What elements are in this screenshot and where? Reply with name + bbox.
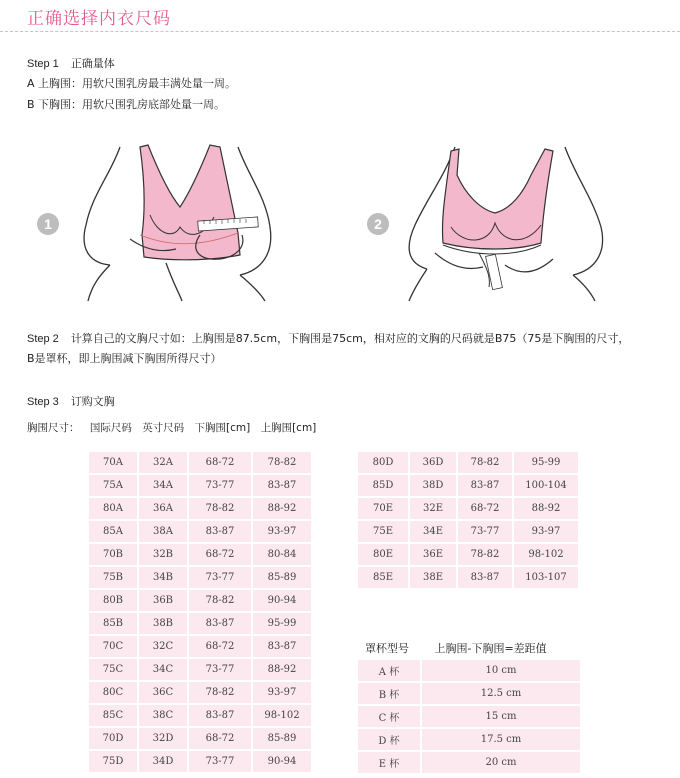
table-cell: 83-87	[189, 705, 253, 728]
table-cell: 80-84	[253, 544, 313, 567]
table-cell: 12.5 cm	[422, 683, 582, 706]
table-row	[89, 521, 313, 544]
table-row	[89, 613, 313, 636]
table-cell: 80C	[89, 682, 139, 705]
table-row	[89, 544, 313, 567]
size-header-col: 国际尺码	[89, 422, 132, 434]
table-cell: 36E	[410, 544, 458, 567]
table-cell: 78-82	[458, 544, 514, 567]
table-cell: 93-97	[514, 521, 580, 544]
table-cell: D 杯	[358, 729, 422, 752]
table-row	[358, 706, 582, 729]
table-cell: 95-99	[514, 452, 580, 475]
table-row	[358, 752, 582, 775]
table-cell: 85D	[358, 475, 410, 498]
table-cell: 36B	[139, 590, 189, 613]
table-cell: 75C	[89, 659, 139, 682]
table-cell: 70B	[89, 544, 139, 567]
size-table-right	[358, 452, 580, 590]
table-cell: 78-82	[253, 452, 313, 475]
table-cell: 73-77	[458, 521, 514, 544]
table-cell: 88-92	[253, 659, 313, 682]
step1-heading	[27, 55, 115, 71]
title-divider	[0, 31, 680, 32]
step3-text: 订购文胸	[70, 395, 115, 408]
table-cell: 83-87	[189, 521, 253, 544]
step1-text: 正确量体	[70, 57, 115, 70]
table-cell: 75E	[358, 521, 410, 544]
table-cell: 83-87	[458, 567, 514, 590]
table-cell: 85-89	[253, 567, 313, 590]
table-cell: 38C	[139, 705, 189, 728]
table-cell: 85E	[358, 567, 410, 590]
step1-line-a: A 上胸围：用软尺围乳房最丰满处量一周。	[27, 77, 237, 90]
table-cell: 80E	[358, 544, 410, 567]
table-cell: 80A	[89, 498, 139, 521]
table-row	[358, 683, 582, 706]
table-cell: 73-77	[189, 475, 253, 498]
table-cell: 73-77	[189, 567, 253, 590]
table-cell: 83-87	[458, 475, 514, 498]
table-cell: 88-92	[514, 498, 580, 521]
table-cell: 70E	[358, 498, 410, 521]
table-cell: 90-94	[253, 590, 313, 613]
table-cell: 36D	[410, 452, 458, 475]
step-badge-1: 1	[37, 213, 59, 235]
step2-line-2: B是罩杯，即上胸围减下胸围所得尺寸）	[27, 352, 222, 365]
measure-lower-bust-illustration	[395, 135, 625, 305]
table-cell: 78-82	[189, 498, 253, 521]
table-cell: 78-82	[189, 590, 253, 613]
table-cell: 80B	[89, 590, 139, 613]
table-cell: 68-72	[189, 452, 253, 475]
table-cell: 34C	[139, 659, 189, 682]
table-row	[358, 498, 580, 521]
table-cell: 75A	[89, 475, 139, 498]
table-cell: 88-92	[253, 498, 313, 521]
table-cell: 95-99	[253, 613, 313, 636]
table-cell: 85-89	[253, 728, 313, 751]
measure-upper-bust-illustration	[70, 135, 300, 305]
cup-header-type: 罩杯型号	[365, 642, 409, 655]
size-header-lead: 胸围尺寸：	[27, 422, 80, 434]
table-cell: 73-77	[189, 751, 253, 774]
page-title: 正确选择内衣尺码	[27, 9, 171, 29]
step1-line-b: B 下胸围：用软尺围乳房底部处量一周。	[27, 98, 226, 111]
table-row	[358, 521, 580, 544]
table-cell: 75B	[89, 567, 139, 590]
table-cell: 98-102	[253, 705, 313, 728]
table-cell: 34B	[139, 567, 189, 590]
table-cell: 85C	[89, 705, 139, 728]
table-cell: 78-82	[458, 452, 514, 475]
table-cell: 100-104	[514, 475, 580, 498]
table-cell: 78-82	[189, 682, 253, 705]
table-cell: 15 cm	[422, 706, 582, 729]
table-row	[358, 544, 580, 567]
table-cell: 85B	[89, 613, 139, 636]
table-row	[89, 590, 313, 613]
table-cell: 32C	[139, 636, 189, 659]
step2-line-1: 计算自己的文胸尺寸如：上胸围是87.5cm，下胸围是75cm，相对应的文胸的尺码就是B75（75是下胸围的尺寸，	[70, 332, 630, 345]
table-row	[89, 751, 313, 774]
table-cell: 34E	[410, 521, 458, 544]
table-row	[358, 729, 582, 752]
step1-label: Step 1	[27, 58, 59, 70]
table-cell: 36C	[139, 682, 189, 705]
step3-label: Step 3	[27, 396, 59, 408]
size-table-left	[89, 452, 313, 774]
table-cell: 32E	[410, 498, 458, 521]
table-cell: 85A	[89, 521, 139, 544]
table-cell: 83-87	[189, 613, 253, 636]
table-cell: E 杯	[358, 752, 422, 775]
table-cell: C 杯	[358, 706, 422, 729]
table-row	[358, 475, 580, 498]
table-row	[89, 475, 313, 498]
size-header-col: 上胸围[cm]	[260, 422, 317, 434]
table-cell: 68-72	[189, 728, 253, 751]
table-cell: 73-77	[189, 659, 253, 682]
table-row	[89, 636, 313, 659]
step2-heading	[27, 330, 629, 346]
table-row	[358, 452, 580, 475]
table-cell: 83-87	[253, 636, 313, 659]
table-cell: 17.5 cm	[422, 729, 582, 752]
table-cell: 83-87	[253, 475, 313, 498]
table-cell: 68-72	[189, 544, 253, 567]
table-cell: 68-72	[458, 498, 514, 521]
table-cell: 32D	[139, 728, 189, 751]
size-table-header	[27, 420, 323, 435]
table-cell: 20 cm	[422, 752, 582, 775]
table-row	[89, 567, 313, 590]
table-row	[89, 728, 313, 751]
table-cell: 80D	[358, 452, 410, 475]
table-cell: 38E	[410, 567, 458, 590]
table-row	[358, 660, 582, 683]
table-cell: B 杯	[358, 683, 422, 706]
cup-size-table	[358, 660, 582, 775]
table-cell: 75D	[89, 751, 139, 774]
table-cell: 32A	[139, 452, 189, 475]
table-row	[89, 498, 313, 521]
table-cell: 90-94	[253, 751, 313, 774]
table-cell: 93-97	[253, 521, 313, 544]
table-cell: 70C	[89, 636, 139, 659]
size-header-col: 下胸围[cm]	[194, 422, 251, 434]
table-cell: 34D	[139, 751, 189, 774]
table-cell: 70A	[89, 452, 139, 475]
table-cell: 93-97	[253, 682, 313, 705]
table-cell: 70D	[89, 728, 139, 751]
table-cell: 34A	[139, 475, 189, 498]
cup-header-diff: 上胸围-下胸围=差距值	[434, 642, 547, 655]
table-row	[89, 682, 313, 705]
table-cell: 98-102	[514, 544, 580, 567]
table-cell: 38D	[410, 475, 458, 498]
step2-label: Step 2	[27, 333, 59, 345]
cup-table-header	[365, 640, 547, 656]
size-header-col: 英寸尺码	[142, 422, 185, 434]
table-cell: 68-72	[189, 636, 253, 659]
table-cell: 10 cm	[422, 660, 582, 683]
table-cell: 32B	[139, 544, 189, 567]
table-row	[89, 452, 313, 475]
table-cell: 36A	[139, 498, 189, 521]
step-badge-2: 2	[367, 213, 389, 235]
table-cell: 38B	[139, 613, 189, 636]
table-cell: 38A	[139, 521, 189, 544]
step3-heading	[27, 393, 115, 409]
table-cell: A 杯	[358, 660, 422, 683]
table-row	[89, 659, 313, 682]
table-row	[89, 705, 313, 728]
table-cell: 103-107	[514, 567, 580, 590]
table-row	[358, 567, 580, 590]
